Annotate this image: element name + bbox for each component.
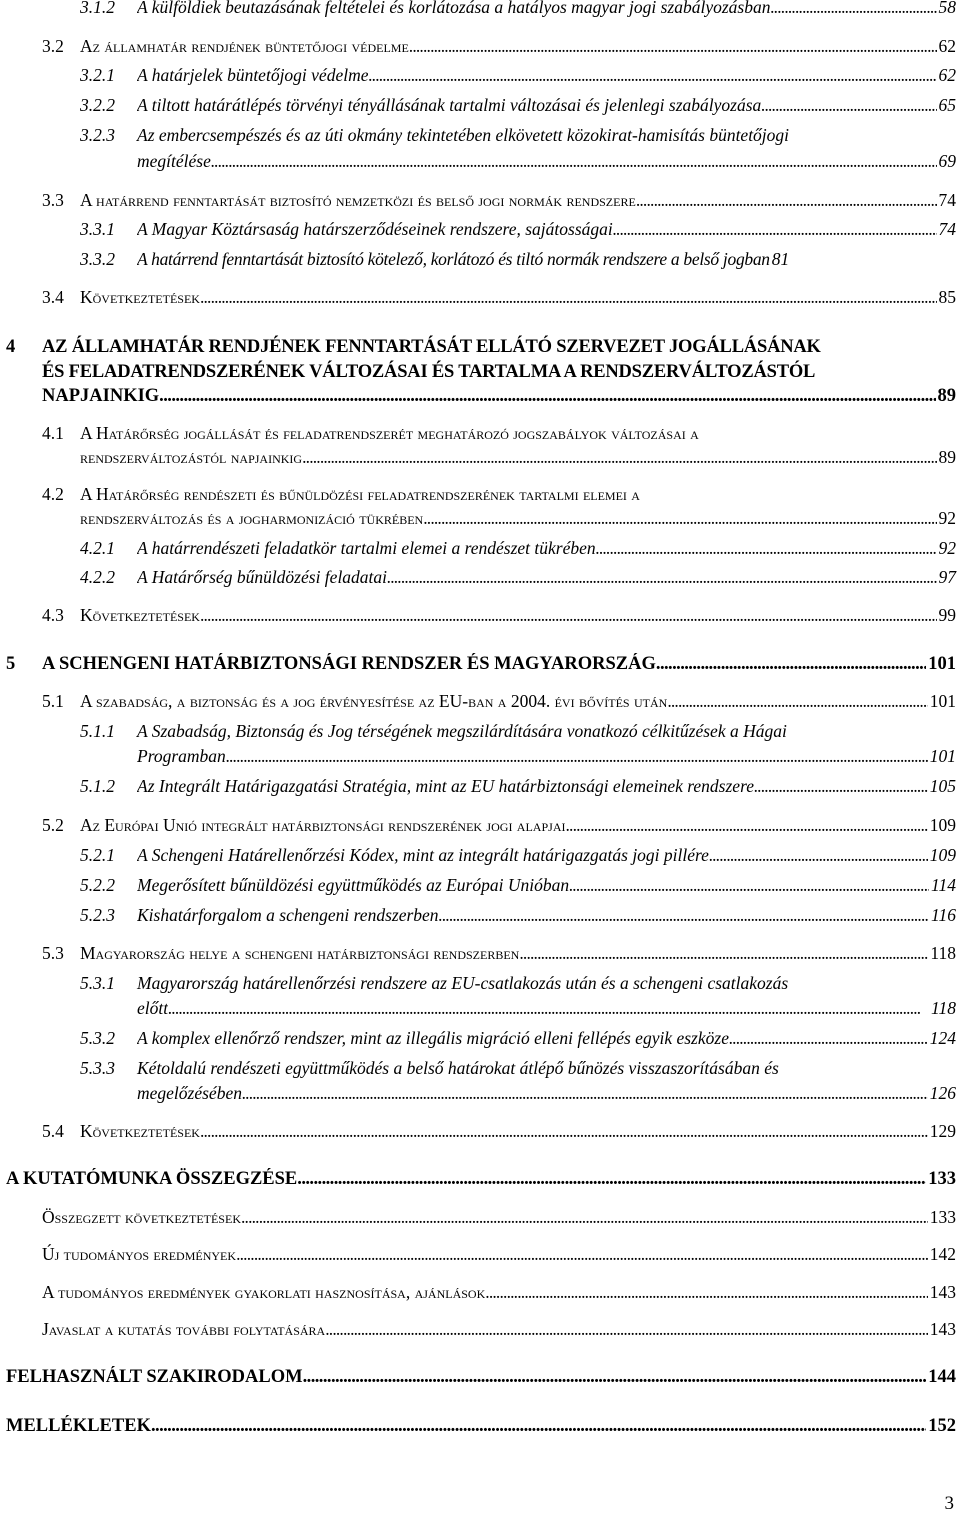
page-number: 3 [944, 1493, 954, 1514]
toc-entry[interactable] [80, 507, 956, 529]
toc-number: 4.2 [42, 484, 64, 504]
toc-leader [709, 844, 928, 866]
toc-page-number: 62 [938, 36, 956, 56]
toc-entry[interactable] [80, 446, 956, 468]
toc-page-number: 101 [928, 654, 956, 674]
toc-page-number: 89 [937, 386, 956, 406]
toc-page-number: 109 [929, 815, 956, 835]
toc-entry[interactable] [6, 1168, 956, 1190]
toc-number: 3.1.2 [80, 0, 115, 17]
toc-page-number: 92 [938, 508, 956, 528]
toc-leader [656, 653, 926, 675]
toc-number: 4.1 [42, 423, 64, 443]
toc-page-number: 65 [938, 95, 956, 115]
toc-title-line: Magyarország határellenőrzési rendszere az EU-csatlakozás után és a schengeni csatlakozás [137, 973, 789, 993]
toc-title-line: ÉS FELADATRENDSZERÉNEK VÁLTOZÁSAI ÉS TARTALMA A RENDSZERVÁLTOZÁSTÓL [42, 362, 816, 382]
toc-title: A Schengeni Határellenőrzési Kódex, mint az integrált határigazgatás jogi pillére [137, 845, 709, 865]
toc-title: Javaslat a kutatás további folytatására [42, 1319, 326, 1339]
toc-leader [211, 150, 937, 172]
toc-title-line: Kétoldalú rendészeti együttműködés a belső határokat átlépő bűnözés visszaszorításában és [137, 1058, 779, 1078]
toc-page-number: 89 [938, 447, 956, 467]
toc-page-number: 126 [929, 1083, 956, 1103]
toc-leader [565, 814, 927, 836]
toc-page-number: 133 [929, 1207, 956, 1227]
toc-leader [303, 1366, 927, 1388]
toc-leader [729, 1027, 928, 1049]
toc-page-number: 144 [928, 1367, 956, 1387]
toc-entry[interactable] [137, 1027, 956, 1049]
toc-title: A határrend fenntartását biztosító kötelező, korlátozó és tiltó normák rendszere a belső jogban [137, 249, 770, 269]
toc-title: rendszerváltozástól napjainkig [80, 447, 303, 467]
toc-number: 3.2.1 [80, 65, 115, 85]
toc-page-number: 74 [938, 190, 956, 210]
toc-entry[interactable] [137, 566, 956, 588]
toc-number: 3.4 [42, 287, 64, 307]
toc-title: FELHASZNÁLT SZAKIRODALOM [6, 1367, 303, 1387]
toc-entry[interactable] [42, 1318, 956, 1340]
toc-title: megítélése [137, 151, 211, 171]
toc-entry[interactable] [137, 844, 956, 866]
toc-title: Az Európai Unió integrált határbiztonsági rendszerének jogi alapjai [80, 815, 566, 835]
toc-leader [368, 64, 936, 86]
toc-title: A Magyar Köztársaság határszerződéseinek rendszere, sajátosságai [137, 219, 613, 239]
toc-title: A SCHENGENI HATÁRBIZTONSÁGI RENDSZER ÉS MAGYARORSZÁG [42, 654, 656, 674]
toc-title: Az államhatár rendjének büntetőjogi védelme [80, 36, 409, 56]
toc-title: A külföldiek beutazásának feltételei és korlátozása a hatályos magyar jogi szabályozásban [137, 0, 771, 17]
toc-leader [423, 507, 936, 529]
toc-leader [297, 1168, 926, 1190]
toc-entry[interactable] [137, 0, 956, 18]
toc-leader [485, 1281, 927, 1303]
toc-leader [636, 189, 937, 211]
toc-entry[interactable] [137, 537, 956, 559]
toc-number: 3.2.2 [80, 95, 115, 115]
toc-leader [325, 1318, 928, 1340]
toc-page-number: 129 [929, 1121, 956, 1141]
toc-entry[interactable] [80, 1120, 956, 1142]
toc-leader [439, 904, 930, 926]
toc-entry[interactable] [137, 904, 956, 926]
toc-number: 5.2 [42, 815, 64, 835]
toc-page-number: 116 [931, 905, 956, 925]
toc-page-number: 152 [928, 1416, 956, 1436]
toc-number: 4.3 [42, 605, 64, 625]
toc-page-number: 69 [938, 151, 956, 171]
toc-title: Következtetések [80, 605, 200, 625]
toc-entry[interactable] [6, 1415, 956, 1437]
toc-page-number: 92 [938, 538, 956, 558]
toc-page-number: 142 [929, 1244, 956, 1264]
toc-number: 5.3.2 [80, 1028, 115, 1048]
toc-title: A KUTATÓMUNKA ÖSSZEGZÉSE [6, 1169, 298, 1189]
toc-entry[interactable] [80, 690, 956, 712]
toc-leader [569, 874, 929, 896]
toc-number: 5.2.1 [80, 845, 115, 865]
toc-number: 3.2.3 [80, 125, 115, 145]
toc-number: 5 [6, 654, 16, 674]
toc-leader [200, 604, 937, 626]
toc-title: Új tudományos eredmények [42, 1244, 237, 1264]
toc-title: Összegzett következtetések [42, 1207, 241, 1227]
toc-entry[interactable] [137, 997, 956, 1019]
toc-title: A tiltott határátlépés törvényi tényállásának tartalmi változásai és jelenlegi szabályozása [137, 95, 762, 115]
toc-entry[interactable] [42, 1243, 956, 1265]
toc-leader [387, 566, 936, 588]
toc-leader [613, 218, 937, 240]
toc-title: A határrend fenntartását biztosító nemzetközi és belső jogi normák rendszere [80, 190, 636, 210]
toc-page-number: 101 [929, 746, 956, 766]
toc-page-number: 124 [929, 1028, 956, 1048]
toc-number: 5.1.1 [80, 721, 115, 741]
toc-title: MELLÉKLETEK [6, 1416, 151, 1436]
toc-title: Következtetések [80, 1121, 200, 1141]
toc-entry[interactable] [137, 94, 956, 116]
toc-title: előtt [137, 998, 169, 1018]
toc-entry[interactable] [137, 874, 956, 896]
toc-number: 3.3 [42, 190, 64, 210]
toc-entry[interactable] [80, 189, 956, 211]
toc-leader [241, 1206, 928, 1228]
toc-page-number: 114 [931, 875, 956, 895]
toc-page-number: 85 [938, 287, 956, 307]
toc-title: megelőzésében [137, 1083, 242, 1103]
toc-title: A határrendészeti feladatkör tartalmi elemei a rendészet tükrében [137, 538, 596, 558]
toc-number: 5.3 [42, 943, 64, 963]
toc-leader [519, 942, 928, 964]
toc-number: 4.2.1 [80, 538, 115, 558]
toc-page-number: 81 [771, 249, 790, 269]
toc-title: rendszerváltozás és a jogharmonizáció tükrében [80, 508, 424, 528]
toc-number: 5.2.3 [80, 905, 115, 925]
toc-page-number: 62 [938, 65, 956, 85]
toc-title: A komplex ellenőrző rendszer, mint az illegális migráció elleni fellépés egyik eszköze [137, 1028, 729, 1048]
toc-page-number: 74 [938, 219, 956, 239]
toc-page-number: 133 [928, 1169, 956, 1189]
toc-title-line: A Határőrség rendészeti és bűnüldözési feladatrendszerének tartalmi elemei a [80, 484, 640, 504]
toc-number: 4.2.2 [80, 567, 115, 587]
toc-entry[interactable] [137, 1082, 956, 1104]
toc-entry[interactable] [137, 248, 956, 270]
toc-entry[interactable] [137, 150, 956, 172]
toc-entry[interactable] [42, 1281, 956, 1303]
toc-leader [159, 385, 935, 407]
toc-leader [761, 94, 936, 116]
toc-page-number: 118 [930, 943, 956, 963]
toc-number: 3.2 [42, 36, 64, 56]
toc-title: A határjelek büntetőjogi védelme [137, 65, 369, 85]
toc-number: 5.2.2 [80, 875, 115, 895]
toc-page-number: 99 [938, 605, 956, 625]
toc-page-number: 101 [929, 691, 956, 711]
toc-entry[interactable] [42, 385, 956, 407]
toc-entry[interactable] [137, 775, 956, 797]
toc-entry[interactable] [42, 653, 956, 675]
toc-entry[interactable] [80, 286, 956, 308]
toc-entry[interactable] [6, 1366, 956, 1388]
toc-entry[interactable] [80, 942, 956, 964]
toc-title-line: A Szabadság, Biztonság és Jog térségének megszilárdítására vonatkozó célkitűzések a Hágai [137, 721, 787, 741]
toc-page-number: 118 [931, 998, 956, 1018]
toc-number: 4 [6, 337, 16, 357]
toc-entry[interactable] [137, 64, 956, 86]
toc-number: 5.1 [42, 691, 64, 711]
toc-title: A tudományos eredmények gyakorlati hasznosítása, ajánlások [42, 1282, 486, 1302]
toc-title-line: Az embercsempészés és az úti okmány tekintetében elkövetett közokirat-hamisítás büntetőjogi [137, 125, 790, 145]
toc-title: A Határőrség bűnüldözési feladatai [137, 567, 388, 587]
toc-page-number: 105 [929, 776, 956, 796]
toc-page-number: 143 [929, 1319, 956, 1339]
toc-entry[interactable] [137, 745, 956, 767]
toc-leader [151, 1415, 926, 1437]
toc-number: 3.3.2 [80, 249, 115, 269]
toc-page-number: 109 [929, 845, 956, 865]
toc-leader [771, 0, 937, 18]
toc-title: Az Integrált Határigazgatási Stratégia, mint az EU határbiztonsági elemeinek rendszere [137, 776, 754, 796]
toc-leader [168, 997, 929, 1019]
toc-number: 3.3.1 [80, 219, 115, 239]
toc-number: 5.3.1 [80, 973, 115, 993]
toc-leader [226, 745, 928, 767]
toc-entry[interactable] [80, 35, 956, 57]
toc-title: Megerősített bűnüldözési együttműködés az Európai Unióban [137, 875, 570, 895]
toc-number: 5.4 [42, 1121, 64, 1141]
toc-leader [200, 1120, 928, 1142]
toc-entry[interactable] [42, 1206, 956, 1228]
toc-leader [667, 690, 927, 712]
toc-title: A szabadság, a biztonság és a jog érvényesítése az EU-ban a 2004. évi bővítés után [80, 691, 668, 711]
toc-page-number: 58 [938, 0, 956, 17]
toc-title-line: AZ ÁLLAMHATÁR RENDJÉNEK FENNTARTÁSÁT ELLÁTÓ SZERVEZET JOGÁLLÁSÁNAK [42, 337, 821, 357]
toc-leader [236, 1243, 928, 1265]
toc-leader [596, 537, 937, 559]
toc-leader [754, 775, 928, 797]
toc-entry[interactable] [137, 218, 956, 240]
toc-title: NAPJAINKIG [42, 386, 160, 406]
toc-title: Magyarország helye a schengeni határbiztonsági rendszerben [80, 943, 520, 963]
toc-entry[interactable] [80, 814, 956, 836]
toc-leader [200, 286, 937, 308]
toc-entry[interactable] [80, 604, 956, 626]
toc-leader [302, 446, 936, 468]
toc-leader [409, 35, 937, 57]
toc-page-number: 143 [929, 1282, 956, 1302]
toc-title-line: A Határőrség jogállását és feladatrendszerét meghatározó jogszabályok változásai a [80, 423, 699, 443]
toc-title: Kishatárforgalom a schengeni rendszerben [137, 905, 439, 925]
toc-number: 5.3.3 [80, 1058, 115, 1078]
toc-title: Programban [137, 746, 226, 766]
toc-title: Következtetések [80, 287, 200, 307]
toc-number: 5.1.2 [80, 776, 115, 796]
toc-leader [242, 1082, 928, 1104]
toc-page-number: 97 [938, 567, 956, 587]
